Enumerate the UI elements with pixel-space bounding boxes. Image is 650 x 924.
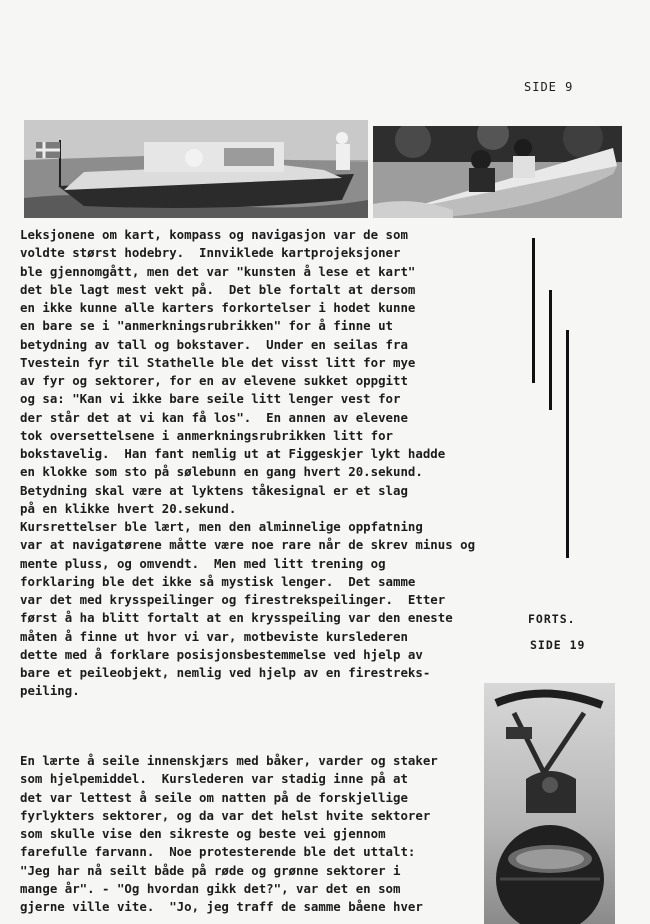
- body-paragraph-1: [20, 226, 475, 701]
- text-line: dette med å forklare posisjonsbestemmelse ved hjelp av: [20, 646, 423, 662]
- text-line: forklaring ble det ikke så mystisk lenger. Det samme: [20, 573, 416, 589]
- text-line: først å ha blitt fortalt at en krysspeiling var den eneste: [20, 610, 453, 626]
- margin-bar: [549, 290, 552, 410]
- text-line: det ble lagt mest vekt på. Det ble fortalt at dersom: [20, 281, 416, 297]
- margin-bar: [566, 330, 569, 558]
- sextant-and-compass-photo: [484, 683, 615, 924]
- text-line: av fyr og sektorer, for en av elevene sukket oppgitt: [20, 373, 408, 388]
- text-line: betydning av tall og bokstaver. Under en seilas fra: [20, 336, 408, 352]
- text-line: som skulle vise den sikreste og beste vei gjennom: [20, 826, 386, 841]
- text-line: Kursrettelser ble lært, men den alminnelige oppfatning: [20, 519, 423, 534]
- page-number: SIDE 9: [524, 80, 574, 94]
- text-line: fyrlykters sektorer, og da var det helst hvite sektorer: [20, 807, 431, 823]
- text-line: ble gjennomgått, men det var "kunsten å lese et kart": [20, 263, 416, 279]
- text-line: En lærte å seile innenskjærs med båker, varder og staker: [20, 753, 438, 768]
- text-line: "Jeg har nå seilt både på røde og grønne sektorer i: [20, 862, 401, 878]
- text-line: som hjelpemiddel. Kurslederen var stadig inne på at: [20, 771, 408, 787]
- text-line: gjerne ville vite. "Jo, jeg traff de samme båene hver: [20, 899, 423, 914]
- text-line: bokstavelig. Han fant nemlig ut at Figgeskjer lykt hadde: [20, 446, 446, 461]
- text-line: var at navigatørene måtte være noe rare når de skrev minus og: [20, 537, 476, 553]
- continued-label: FORTS.: [528, 612, 576, 626]
- text-line: mente pluss, og omvendt. Men med litt trening og: [20, 555, 386, 571]
- continued-page: SIDE 19: [530, 638, 586, 652]
- text-line: Tvestein fyr til Stathelle ble det visst litt for mye: [20, 354, 416, 370]
- text-line: på en klikke hvert 20.sekund.: [20, 500, 237, 516]
- rowing-boat-photo: [373, 126, 622, 218]
- text-line: var det med krysspeilinger og firestrekspeilinger. Etter: [20, 592, 446, 607]
- text-line: voldte størst hodebry. Innviklede kartprojeksjoner: [20, 245, 401, 261]
- text-line: en klokke som sto på sølebunn en gang hvert 20.sekund.: [20, 464, 423, 480]
- text-line: det var lettest å seile om natten på de forskjellige: [20, 789, 408, 805]
- text-line: mange år". - "Og hvordan gikk det?", var det en som: [20, 880, 401, 896]
- body-paragraph-2: [20, 752, 438, 916]
- text-line: bare et peileobjekt, nemlig ved hjelp av en firestreks-: [20, 665, 431, 680]
- margin-bar: [532, 238, 535, 383]
- motorboat-photo: [24, 120, 368, 218]
- text-line: måten å finne ut hvor vi var, motbeviste kurslederen: [20, 628, 408, 644]
- text-line: farefulle farvann. Noe protesterende ble det uttalt:: [20, 844, 416, 860]
- text-line: en ikke kunne alle karters forkortelser i hodet kunne: [20, 300, 416, 315]
- text-line: peiling.: [20, 683, 80, 699]
- text-line: en bare se i "anmerkningsrubrikken" for å finne ut: [20, 318, 393, 334]
- text-line: og sa: "Kan vi ikke bare seile litt lenger vest for: [20, 391, 401, 407]
- text-line: Leksjonene om kart, kompass og navigasjon var de som: [20, 227, 408, 242]
- text-line: der står det at vi kan få los". En annen av elevene: [20, 409, 408, 425]
- text-line: tok oversettelsene i anmerkningsrubrikken litt for: [20, 427, 393, 443]
- text-line: Betydning skal være at lyktens tåkesignal er et slag: [20, 482, 408, 498]
